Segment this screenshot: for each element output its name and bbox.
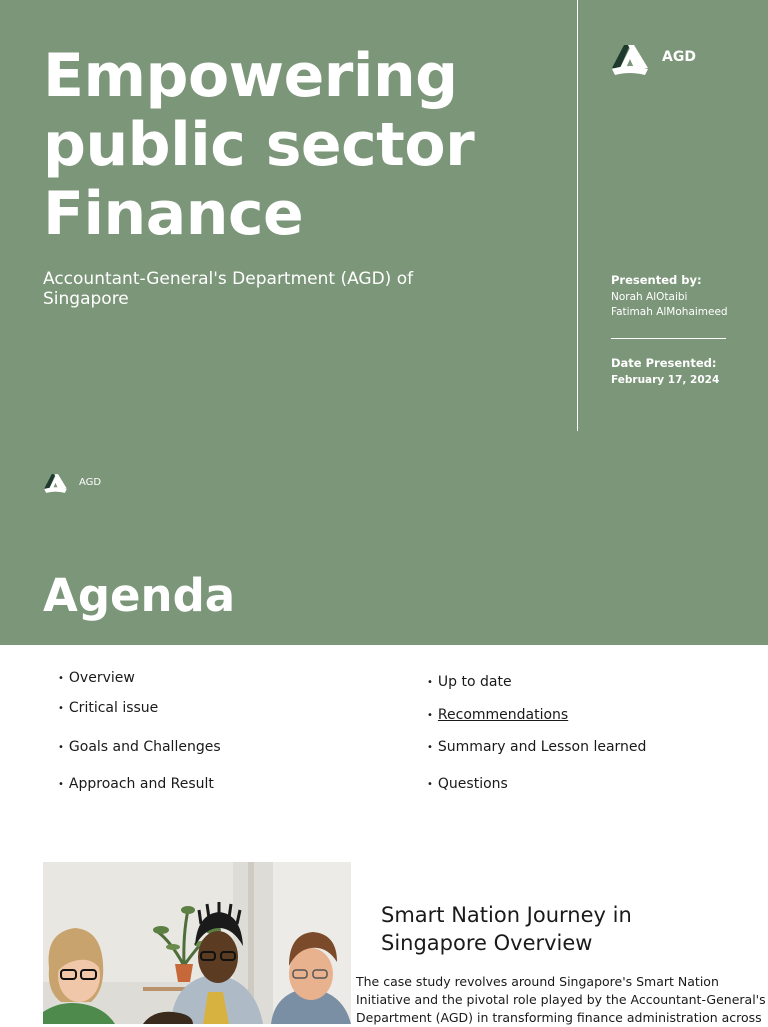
agenda-item-recommendations-link[interactable]: • Recommendations bbox=[427, 707, 569, 723]
presented-by-label: Presented by: bbox=[611, 273, 702, 287]
date-presented-value: February 17, 2024 bbox=[611, 374, 720, 386]
horizontal-divider bbox=[611, 338, 726, 339]
presenter-name: Norah AlOtaibi bbox=[611, 291, 688, 303]
overview-section-title: Smart Nation Journey in Singapore Overview bbox=[381, 903, 632, 955]
overview-body-text: The case study revolves around Singapore's Smart Nation Initiative and the pivotal role played by the Accountant-General's Department (AGD) in transforming finance administration across bbox=[356, 974, 766, 1025]
agenda-item-questions: • Questions bbox=[427, 776, 508, 792]
agenda-item-overview: • Overview bbox=[58, 670, 135, 686]
team-meeting-photo bbox=[43, 862, 351, 1024]
cover-title: Empowering public sector Finance bbox=[43, 41, 475, 249]
logo-small-text: AGD bbox=[79, 477, 102, 488]
agenda-item-approach: • Approach and Result bbox=[58, 776, 214, 792]
agenda-item-up-to-date: • Up to date bbox=[427, 674, 512, 690]
cover-subtitle: Accountant-General's Department (AGD) of Singapore bbox=[43, 269, 414, 309]
agenda-item-goals: • Goals and Challenges bbox=[58, 739, 221, 755]
date-presented-label: Date Presented: bbox=[611, 356, 717, 370]
vertical-divider bbox=[577, 0, 578, 431]
agenda-item-critical-issue: • Critical issue bbox=[58, 700, 159, 716]
agenda-item-summary: • Summary and Lesson learned bbox=[427, 739, 647, 755]
agenda-title: Agenda bbox=[43, 569, 236, 622]
agd-logo-small-icon bbox=[43, 472, 68, 495]
agd-logo-icon bbox=[610, 42, 650, 78]
presenter-name: Fatimah AlMohaimeed bbox=[611, 306, 728, 318]
logo-text: AGD bbox=[662, 49, 696, 65]
